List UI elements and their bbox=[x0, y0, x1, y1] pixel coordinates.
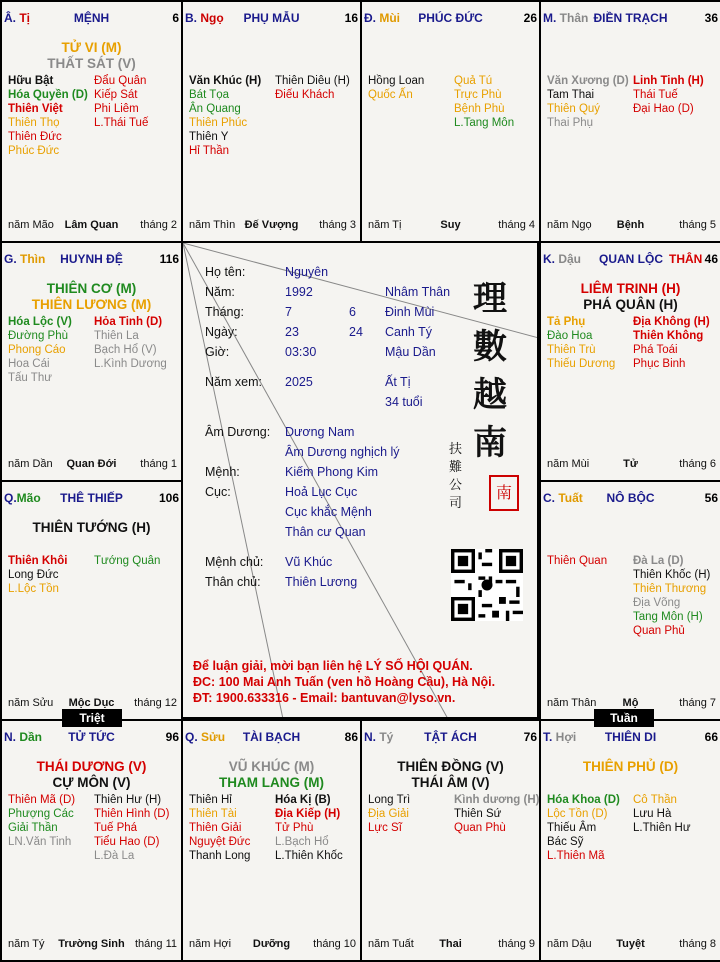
star-column-right bbox=[454, 793, 539, 835]
palace-name: MỆNH bbox=[73, 11, 110, 25]
palace-footer bbox=[541, 938, 720, 952]
footer-month: tháng 5 bbox=[679, 219, 716, 231]
palace-name: THÊ THIẾP bbox=[60, 491, 123, 505]
footer-stage: Mộc Dục bbox=[68, 697, 115, 709]
menh-chu-label: Mệnh chủ: bbox=[205, 555, 264, 569]
main-stars bbox=[2, 759, 181, 791]
menh-chu-value: Vũ Khúc bbox=[285, 555, 333, 569]
calligraphy-char: 南 bbox=[473, 423, 507, 463]
star-column-right bbox=[275, 793, 343, 863]
palace-name: QUAN LỘC THÂN bbox=[599, 252, 703, 266]
star-column-left bbox=[368, 74, 424, 102]
minor-star: Tang Môn (H) bbox=[633, 611, 703, 623]
palace-name: HUYNH ĐỆ bbox=[60, 252, 123, 266]
palace-header bbox=[541, 491, 720, 507]
main-star: TỬ VI (M) bbox=[61, 40, 122, 55]
footer-year: năm Dần bbox=[8, 458, 53, 470]
minor-star: Quả Tú bbox=[454, 75, 493, 87]
minor-star: Quốc Ấn bbox=[368, 89, 413, 101]
footer-year: năm Mão bbox=[8, 219, 54, 231]
minor-star: Cô Thần bbox=[633, 794, 677, 806]
minor-star: Hỏa Tinh (D) bbox=[94, 316, 163, 328]
palace-number: 6 bbox=[172, 11, 179, 25]
star-column-left bbox=[8, 74, 88, 158]
palace-footer bbox=[362, 219, 539, 233]
palace-branch: B. Ngọ bbox=[185, 11, 224, 25]
minor-star: Linh Tinh (H) bbox=[633, 75, 704, 87]
palace-footer bbox=[183, 938, 360, 952]
main-star: THIÊN CƠ (M) bbox=[46, 281, 137, 296]
minor-star: Bệnh Phù bbox=[454, 103, 505, 115]
main-star: THAM LANG (M) bbox=[219, 775, 324, 790]
minor-star: Địa Võng bbox=[633, 597, 681, 609]
minor-star: Thiên Sứ bbox=[454, 808, 502, 820]
palace-header bbox=[2, 730, 181, 746]
minor-star: Hữu Bật bbox=[8, 75, 54, 87]
hour-canchi: Mậu Dần bbox=[385, 345, 436, 359]
age-value: 34 tuổi bbox=[385, 395, 423, 409]
palace-header bbox=[183, 730, 360, 746]
palace-header bbox=[541, 252, 720, 268]
main-star: LIÊM TRINH (H) bbox=[580, 281, 681, 296]
calligraphy-small-char: 難 bbox=[449, 460, 463, 475]
minor-star: Địa Kiếp (H) bbox=[275, 808, 341, 820]
cuc-note: Cục khắc Mệnh bbox=[285, 505, 372, 519]
palace-header bbox=[183, 11, 360, 27]
star-column-right bbox=[94, 315, 167, 371]
footer-month: tháng 8 bbox=[679, 938, 716, 950]
palace-header bbox=[2, 252, 181, 268]
minor-star: Kiếp Sát bbox=[94, 89, 138, 101]
view-year-canchi: Ất Tị bbox=[385, 375, 411, 389]
minor-star: Đà La (D) bbox=[633, 555, 684, 567]
palace-name: PHỤ MẪU bbox=[243, 11, 300, 25]
minor-star: Phục Binh bbox=[633, 358, 686, 370]
minor-star: L.Bạch Hổ bbox=[275, 836, 329, 848]
footer-stage: Thai bbox=[439, 938, 462, 950]
star-column-right bbox=[275, 74, 350, 102]
minor-star: Bác Sỹ bbox=[547, 836, 584, 848]
calligraphy-char: 數 bbox=[473, 327, 507, 367]
star-column-right bbox=[633, 315, 710, 371]
triet-tag: Triệt bbox=[62, 709, 122, 727]
palace-branch: N. Tý bbox=[364, 730, 394, 744]
minor-star: Nguyệt Đức bbox=[189, 836, 251, 848]
palace-number: 86 bbox=[344, 730, 358, 744]
minor-star: Hóa Kị (B) bbox=[275, 794, 331, 806]
calligraphy-small-char: 扶 bbox=[449, 442, 463, 457]
footer-stage: Trường Sinh bbox=[58, 938, 125, 950]
palace-name: THIÊN DI bbox=[604, 730, 657, 744]
palace-header bbox=[2, 491, 181, 507]
minor-star: Tướng Quân bbox=[94, 555, 161, 567]
palace-header bbox=[2, 11, 181, 27]
minor-star: Thiên Phúc bbox=[189, 117, 248, 129]
footer-stage: Suy bbox=[440, 219, 461, 231]
minor-star: Đào Hoa bbox=[547, 330, 593, 342]
palace-hoi[interactable] bbox=[539, 719, 720, 962]
footer-stage: Tử bbox=[623, 458, 638, 470]
minor-star: Phong Cáo bbox=[8, 344, 66, 356]
view-year-value: 2025 bbox=[285, 375, 313, 389]
minor-star: Văn Xương (D) bbox=[547, 75, 629, 87]
minor-star: Ân Quang bbox=[189, 103, 241, 115]
footer-month: tháng 3 bbox=[319, 219, 356, 231]
main-star: THÁI ÂM (V) bbox=[411, 775, 490, 790]
minor-star: Thiên Mã (D) bbox=[8, 794, 76, 806]
minor-star: Tuế Phá bbox=[94, 822, 138, 834]
footer-stage: Mộ bbox=[622, 697, 639, 709]
cuc-label: Cục: bbox=[205, 485, 231, 499]
palace-number: 16 bbox=[344, 11, 358, 25]
than-cu-note: Thân cư Quan bbox=[285, 525, 366, 539]
minor-star: Đẩu Quân bbox=[94, 75, 147, 87]
palace-mui[interactable] bbox=[360, 0, 541, 243]
footer-year: năm Hợi bbox=[189, 938, 232, 950]
main-stars bbox=[541, 759, 720, 775]
palace-name: NÔ BỘC bbox=[606, 491, 655, 505]
minor-star: Tử Phù bbox=[275, 822, 314, 834]
footer-year: năm Thân bbox=[547, 697, 597, 709]
star-column-left bbox=[8, 554, 67, 596]
minor-star: Thanh Long bbox=[189, 850, 251, 862]
minor-star: Tấu Thư bbox=[8, 372, 52, 384]
palace-header bbox=[541, 11, 720, 27]
minor-star: Kình dương (H) bbox=[454, 794, 540, 806]
amduong-note: Âm Dương nghịch lý bbox=[285, 445, 400, 459]
main-stars bbox=[2, 520, 181, 536]
main-star: VŨ KHÚC (M) bbox=[228, 759, 315, 774]
minor-star: Điếu Khách bbox=[275, 89, 335, 101]
minor-star: Thiên Thương bbox=[633, 583, 707, 595]
minor-star: Thái Tuế bbox=[633, 89, 678, 101]
star-column-right bbox=[454, 74, 514, 130]
star-column-left bbox=[547, 74, 629, 130]
palace-branch: T. Hợi bbox=[543, 730, 577, 744]
main-star: THIÊN ĐỒNG (V) bbox=[397, 759, 504, 774]
minor-star: Hóa Lộc (V) bbox=[8, 316, 72, 328]
star-column-left bbox=[8, 793, 75, 849]
calligraphy-char: 越 bbox=[473, 375, 507, 415]
palace-ngo[interactable] bbox=[181, 0, 362, 243]
main-stars bbox=[2, 281, 181, 313]
month-label: Tháng: bbox=[205, 305, 244, 319]
minor-star: Thiên Tài bbox=[189, 808, 237, 820]
palace-header bbox=[541, 730, 720, 746]
main-star: THIÊN LƯƠNG (M) bbox=[31, 297, 152, 312]
main-stars bbox=[2, 40, 181, 72]
minor-star: Phi Liêm bbox=[94, 103, 139, 115]
main-stars bbox=[362, 759, 539, 791]
footer-year: năm Tý bbox=[8, 938, 45, 950]
cuc-value: Hoả Lục Cục bbox=[285, 485, 358, 499]
palace-number: 36 bbox=[704, 11, 718, 25]
month-solar: 7 bbox=[285, 305, 292, 319]
hour-value: 03:30 bbox=[285, 345, 317, 359]
amduong-value: Dương Nam bbox=[285, 425, 355, 439]
palace-ty2[interactable] bbox=[360, 719, 541, 962]
minor-star: Thiên Hỉ bbox=[189, 794, 232, 806]
footer-stage: Lâm Quan bbox=[64, 219, 119, 231]
minor-star: Thiên Quý bbox=[547, 103, 601, 115]
palace-ty[interactable] bbox=[0, 0, 183, 243]
than-marker: THÂN bbox=[669, 252, 703, 266]
tuan-tag: Tuần bbox=[594, 709, 654, 727]
minor-star: L.Thiên Hư bbox=[633, 822, 691, 834]
palace-number: 106 bbox=[158, 491, 179, 505]
palace-dau[interactable] bbox=[539, 241, 720, 482]
main-star: THIÊN PHỦ (D) bbox=[582, 759, 679, 774]
than-chu-label: Thân chủ: bbox=[205, 575, 261, 589]
palace-branch: N. Dần bbox=[4, 730, 43, 744]
day-solar: 23 bbox=[285, 325, 299, 339]
palace-than[interactable] bbox=[539, 0, 720, 243]
minor-star: Thiên Khốc (H) bbox=[633, 569, 711, 581]
footer-year: năm Tị bbox=[368, 219, 402, 231]
minor-star: Hoa Cái bbox=[8, 358, 50, 370]
main-stars bbox=[541, 281, 720, 313]
minor-star: L.Thái Tuế bbox=[94, 117, 149, 129]
palace-name: TẬT ÁCH bbox=[424, 730, 477, 744]
footer-month: tháng 6 bbox=[679, 458, 716, 470]
minor-star: L.Thiên Mã bbox=[547, 850, 605, 862]
palace-footer bbox=[183, 219, 360, 233]
menh-label: Mệnh: bbox=[205, 465, 240, 479]
footer-stage: Bệnh bbox=[616, 219, 645, 231]
minor-star: Thiên Đức bbox=[8, 131, 62, 143]
minor-star: L.Kình Dương bbox=[94, 358, 167, 370]
minor-star: Quan Phù bbox=[454, 822, 506, 834]
name-label: Họ tên: bbox=[205, 265, 246, 279]
than-chu-value: Thiên Lương bbox=[285, 575, 358, 589]
palace-header bbox=[362, 730, 539, 746]
palace-footer bbox=[362, 938, 539, 952]
minor-star: Hóa Khoa (D) bbox=[547, 794, 620, 806]
minor-star: Thiên Y bbox=[189, 131, 229, 143]
name-value: Nguyên bbox=[285, 265, 329, 279]
palace-header bbox=[362, 11, 539, 27]
palace-branch: Â. Tị bbox=[4, 11, 31, 25]
minor-star: Thiếu Âm bbox=[547, 822, 597, 834]
calligraphy-title bbox=[473, 275, 507, 467]
minor-star: Thiên Hư (H) bbox=[94, 794, 162, 806]
footer-stage: Quan Đới bbox=[66, 458, 117, 470]
palace-branch: G. Thìn bbox=[4, 252, 46, 266]
star-column-left bbox=[547, 554, 607, 568]
palace-footer bbox=[541, 458, 720, 472]
minor-star: Lộc Tồn (D) bbox=[547, 808, 608, 820]
footer-month: tháng 10 bbox=[313, 938, 356, 950]
hour-label: Giờ: bbox=[205, 345, 230, 359]
palace-name: ĐIỀN TRẠCH bbox=[593, 11, 668, 25]
minor-star: Văn Khúc (H) bbox=[189, 75, 262, 87]
minor-star: Thiên Việt bbox=[8, 103, 63, 115]
minor-star: Trực Phù bbox=[454, 89, 502, 101]
calligraphy-char: 理 bbox=[473, 279, 507, 319]
palace-number: 96 bbox=[165, 730, 179, 744]
star-column-left bbox=[189, 793, 250, 863]
palace-number: 46 bbox=[704, 252, 718, 266]
footer-year: năm Dậu bbox=[547, 938, 592, 950]
star-column-left bbox=[547, 793, 620, 863]
red-seal-stamp: 南 bbox=[489, 475, 519, 511]
footer-month: tháng 4 bbox=[498, 219, 535, 231]
palace-footer bbox=[541, 219, 720, 233]
calligraphy-small-char: 公 bbox=[449, 478, 463, 493]
star-column-right bbox=[633, 554, 710, 638]
minor-star: Tiểu Hao (D) bbox=[94, 836, 160, 848]
palace-name: TÀI BẠCH bbox=[242, 730, 301, 744]
minor-star: Hồng Loan bbox=[368, 75, 425, 87]
day-lunar: 24 bbox=[349, 325, 363, 339]
minor-star: Long Đức bbox=[8, 569, 59, 581]
contact-line-1: Để luận giải, mời bạn liên hệ LÝ SỐ HỘI QUÁN. bbox=[193, 659, 473, 673]
minor-star: Thai Phụ bbox=[547, 117, 594, 129]
year-canchi: Nhâm Thân bbox=[385, 285, 451, 299]
center-info-panel bbox=[181, 241, 539, 719]
minor-star: Thiên Thọ bbox=[8, 117, 60, 129]
minor-star: Lực Sĩ bbox=[368, 822, 402, 834]
footer-stage: Tuyệt bbox=[616, 938, 645, 950]
minor-star: Long Trì bbox=[368, 794, 411, 806]
minor-star: Quan Phủ bbox=[633, 625, 685, 637]
minor-star: Thiên Hình (D) bbox=[94, 808, 170, 820]
calligraphy-small bbox=[449, 441, 465, 513]
main-stars bbox=[183, 759, 360, 791]
star-column-left bbox=[8, 315, 72, 385]
minor-star: Thiên Quan bbox=[547, 555, 608, 567]
minor-star: Địa Giải bbox=[368, 808, 409, 820]
view-year-label: Năm xem: bbox=[205, 375, 262, 389]
star-column-left bbox=[189, 74, 261, 158]
star-column-right bbox=[633, 74, 704, 116]
footer-year: năm Thìn bbox=[189, 219, 236, 231]
palace-thin[interactable] bbox=[0, 241, 183, 482]
main-star: THÁI DƯƠNG (V) bbox=[36, 759, 147, 774]
main-star: THẤT SÁT (V) bbox=[47, 56, 136, 71]
minor-star: L.Thiên Khốc bbox=[275, 850, 343, 862]
calligraphy-small-char: 司 bbox=[449, 496, 463, 511]
palace-dan[interactable] bbox=[0, 719, 183, 962]
qr-code-icon bbox=[451, 549, 523, 621]
star-column-right bbox=[94, 793, 169, 863]
minor-star: Giải Thần bbox=[8, 822, 58, 834]
footer-year: năm Mùi bbox=[547, 458, 590, 470]
footer-year: năm Sửu bbox=[8, 697, 54, 709]
palace-branch: Đ. Mùi bbox=[364, 11, 401, 25]
palace-footer bbox=[2, 938, 181, 952]
minor-star: Thiên Khôi bbox=[8, 555, 68, 567]
minor-star: Phúc Đức bbox=[8, 145, 60, 157]
minor-star: Lưu Hà bbox=[633, 808, 672, 820]
main-star: CỰ MÔN (V) bbox=[52, 775, 131, 790]
footer-month: tháng 9 bbox=[498, 938, 535, 950]
amduong-label: Âm Dương: bbox=[205, 425, 271, 439]
footer-month: tháng 2 bbox=[140, 219, 177, 231]
star-column-right bbox=[94, 74, 148, 130]
day-label: Ngày: bbox=[205, 325, 238, 339]
minor-star: L.Lộc Tồn bbox=[8, 583, 59, 595]
palace-name: PHÚC ĐỨC bbox=[418, 11, 483, 25]
minor-star: Tả Phụ bbox=[547, 316, 586, 328]
footer-year: năm Tuất bbox=[368, 938, 414, 950]
palace-branch: M. Thân bbox=[543, 11, 589, 25]
palace-branch: Q. Sửu bbox=[185, 730, 226, 744]
palace-number: 26 bbox=[523, 11, 537, 25]
minor-star: L.Đà La bbox=[94, 850, 135, 862]
contact-address: ĐC: 100 Mai Anh Tuấn (ven hồ Hoàng Cầu), Hà Nội. bbox=[193, 675, 496, 689]
month-canchi: Đinh Mùi bbox=[385, 305, 435, 319]
palace-number: 66 bbox=[704, 730, 718, 744]
palace-suu[interactable] bbox=[181, 719, 362, 962]
palace-footer bbox=[2, 458, 181, 472]
palace-mao[interactable] bbox=[0, 480, 183, 721]
star-column-left bbox=[368, 793, 410, 835]
palace-name: TỬ TỨC bbox=[68, 730, 115, 744]
palace-branch: C. Tuất bbox=[543, 491, 583, 505]
contact-phone-email: ĐT: 1900.633316 - Email: bantuvan@lyso.vn. bbox=[193, 691, 456, 705]
star-column-left bbox=[547, 315, 615, 371]
palace-branch: Q.Mão bbox=[4, 491, 41, 505]
footer-year: năm Ngọ bbox=[547, 219, 592, 231]
month-lunar: 6 bbox=[349, 305, 356, 319]
minor-star: L.Tang Môn bbox=[454, 117, 515, 129]
year-label: Năm: bbox=[205, 285, 235, 299]
minor-star: LN.Văn Tinh bbox=[8, 836, 72, 848]
minor-star: Hỉ Thần bbox=[189, 145, 230, 157]
minor-star: Thiên Giải bbox=[189, 822, 242, 834]
minor-star: Đại Hao (D) bbox=[633, 103, 694, 115]
palace-footer bbox=[2, 219, 181, 233]
main-star: THIÊN TƯỚNG (H) bbox=[32, 520, 151, 535]
star-column-right bbox=[94, 554, 160, 568]
minor-star: Phượng Các bbox=[8, 808, 74, 820]
minor-star: Thiên Trù bbox=[547, 344, 596, 356]
year-value: 1992 bbox=[285, 285, 313, 299]
minor-star: Thiên Không bbox=[633, 330, 704, 342]
footer-month: tháng 11 bbox=[134, 938, 177, 950]
minor-star: Bạch Hổ (V) bbox=[94, 344, 157, 356]
palace-tuat[interactable] bbox=[539, 480, 720, 721]
footer-month: tháng 12 bbox=[134, 697, 177, 709]
palace-number: 76 bbox=[523, 730, 537, 744]
footer-stage: Dưỡng bbox=[252, 938, 291, 950]
minor-star: Đường Phù bbox=[8, 330, 68, 342]
minor-star: Thiên Diêu (H) bbox=[275, 75, 350, 87]
palace-number: 56 bbox=[704, 491, 718, 505]
star-column-right bbox=[633, 793, 691, 835]
palace-number: 116 bbox=[159, 252, 179, 266]
palace-branch: K. Dậu bbox=[543, 252, 582, 266]
minor-star: Tam Thai bbox=[547, 89, 595, 101]
main-star: PHÁ QUÂN (H) bbox=[583, 297, 678, 312]
minor-star: Hóa Quyền (D) bbox=[8, 89, 88, 101]
footer-stage: Đế Vượng bbox=[244, 219, 299, 231]
minor-star: Bát Tọa bbox=[189, 89, 230, 101]
minor-star: Thiếu Dương bbox=[547, 358, 616, 370]
menh-value: Kiếm Phong Kim bbox=[285, 465, 379, 479]
footer-month: tháng 1 bbox=[140, 458, 177, 470]
footer-month: tháng 7 bbox=[679, 697, 716, 709]
minor-star: Phá Toái bbox=[633, 344, 678, 356]
minor-star: Thiên La bbox=[94, 330, 139, 342]
minor-star: Địa Không (H) bbox=[633, 316, 710, 328]
day-canchi: Canh Tý bbox=[385, 325, 433, 339]
